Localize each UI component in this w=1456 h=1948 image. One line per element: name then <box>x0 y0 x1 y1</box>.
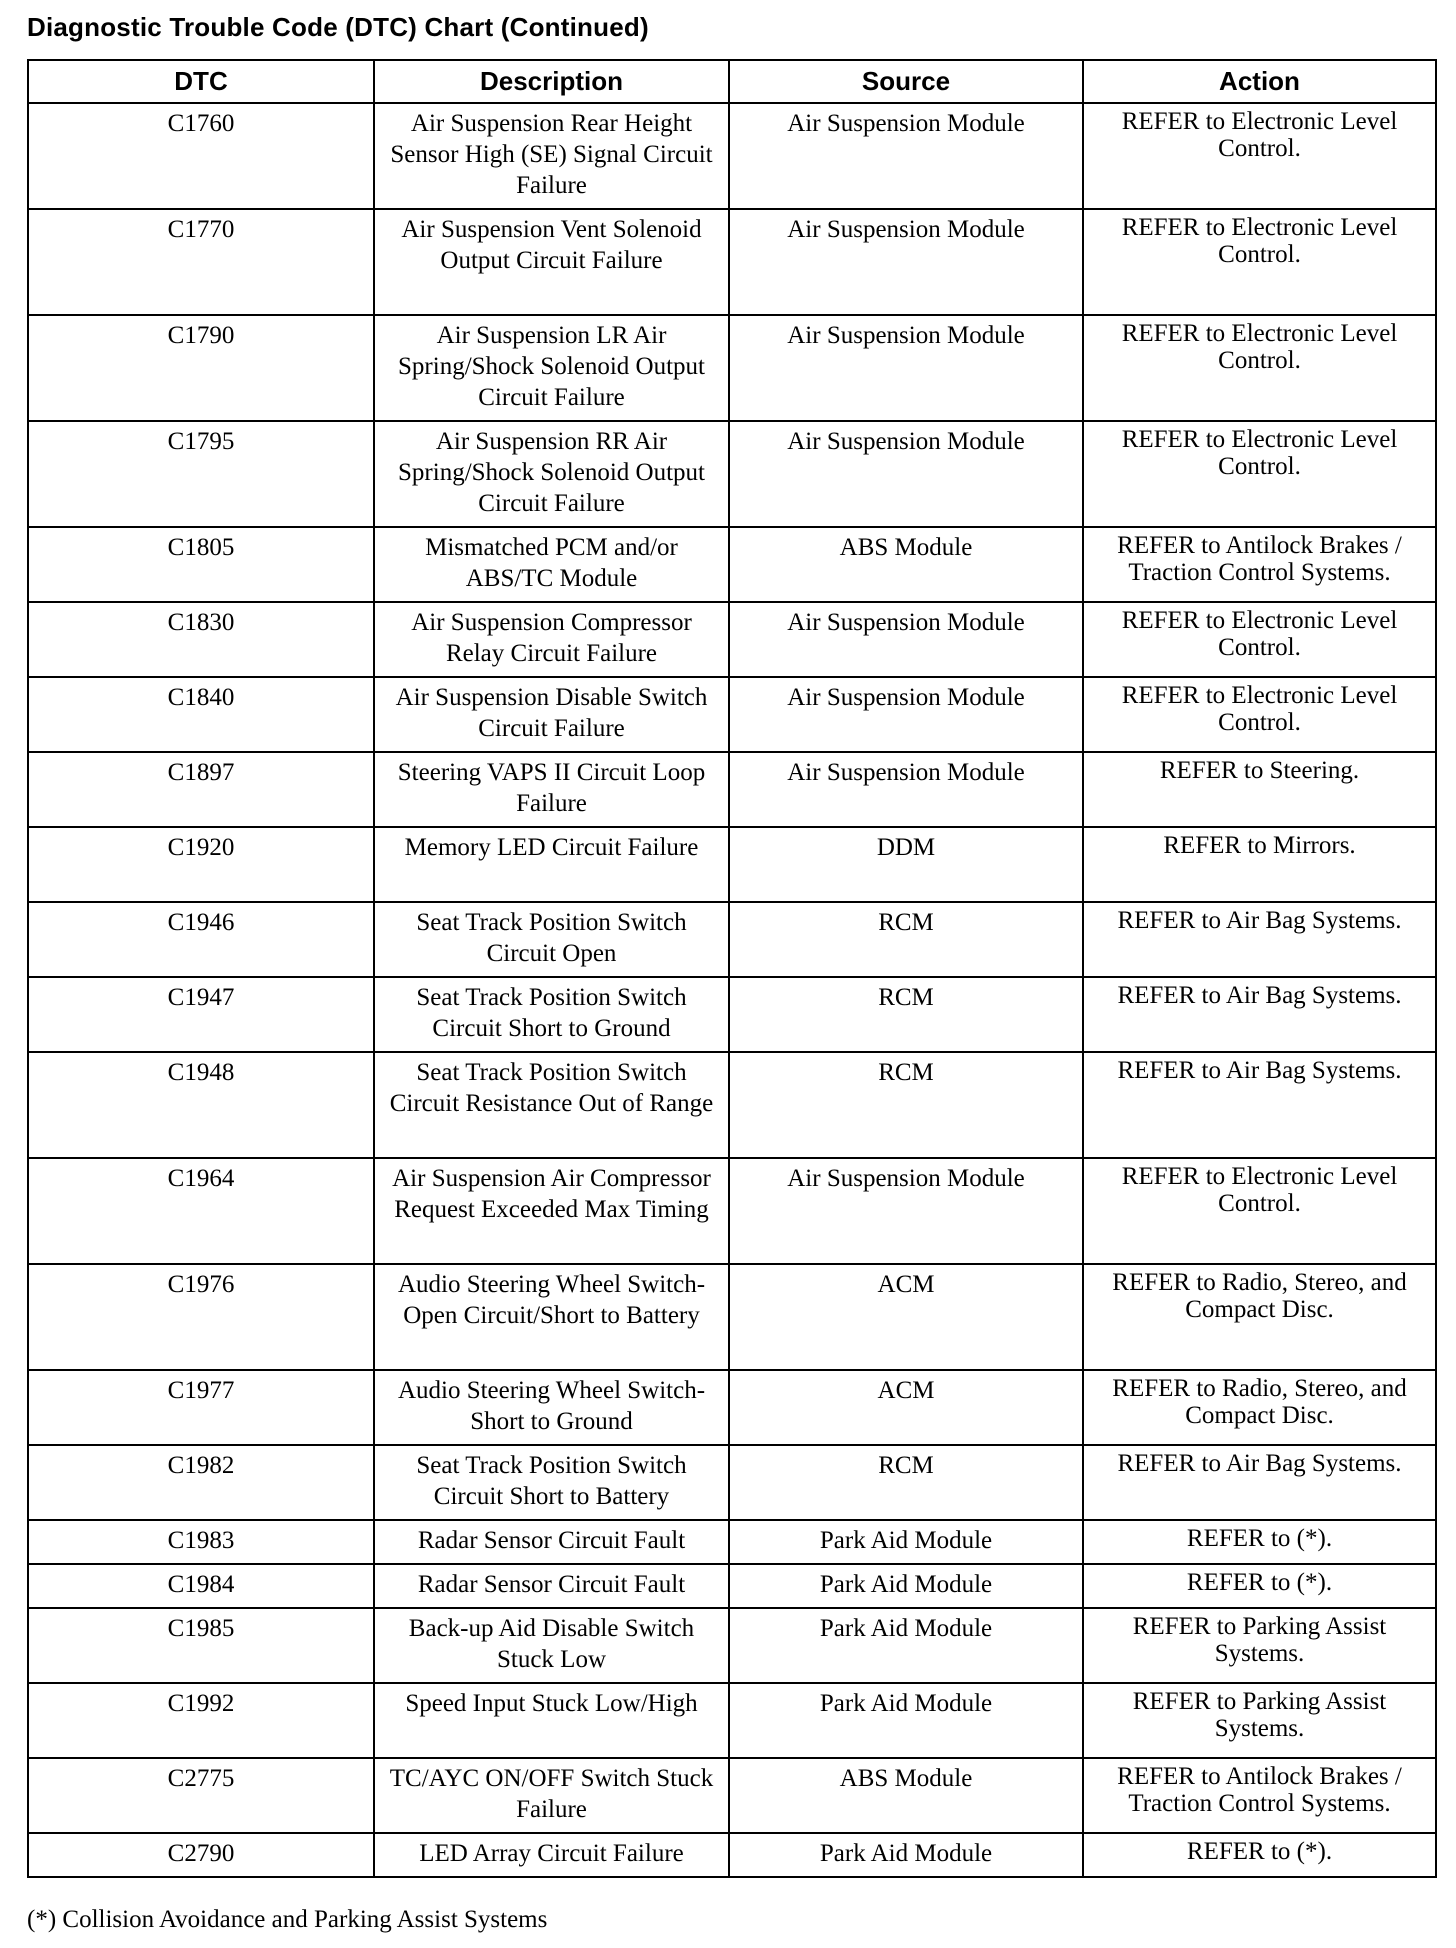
column-header-action: Action <box>1083 60 1436 103</box>
dtc-code: C1830 <box>28 602 374 677</box>
dtc-description: Back-up Aid Disable Switch Stuck Low <box>374 1608 729 1683</box>
dtc-code: C1985 <box>28 1608 374 1683</box>
dtc-table <box>27 59 1437 1878</box>
dtc-source: DDM <box>729 827 1083 902</box>
dtc-action: REFER to Parking Assist Systems. <box>1083 1683 1436 1758</box>
dtc-source: Park Aid Module <box>729 1564 1083 1608</box>
dtc-action: REFER to Electronic Level Control. <box>1083 103 1436 209</box>
table-row <box>28 827 1436 902</box>
dtc-code: C1795 <box>28 421 374 527</box>
dtc-source: Park Aid Module <box>729 1833 1083 1877</box>
dtc-code: C1946 <box>28 902 374 977</box>
dtc-action: REFER to Electronic Level Control. <box>1083 209 1436 315</box>
dtc-action: REFER to Air Bag Systems. <box>1083 977 1436 1052</box>
dtc-action: REFER to Air Bag Systems. <box>1083 902 1436 977</box>
dtc-source: Park Aid Module <box>729 1608 1083 1683</box>
dtc-source: ACM <box>729 1370 1083 1445</box>
table-row <box>28 602 1436 677</box>
dtc-description: Air Suspension Air Compressor Request Exceeded Max Timing <box>374 1158 729 1264</box>
dtc-source: Air Suspension Module <box>729 602 1083 677</box>
dtc-action: REFER to Air Bag Systems. <box>1083 1052 1436 1158</box>
dtc-description: Seat Track Position Switch Circuit Resistance Out of Range <box>374 1052 729 1158</box>
table-row <box>28 677 1436 752</box>
column-header-dtc: DTC <box>28 60 374 103</box>
dtc-description: Audio Steering Wheel Switch-Short to Ground <box>374 1370 729 1445</box>
dtc-code: C2775 <box>28 1758 374 1833</box>
dtc-description: Seat Track Position Switch Circuit Open <box>374 902 729 977</box>
dtc-code: C1977 <box>28 1370 374 1445</box>
footnote: (*) Collision Avoidance and Parking Assist Systems <box>27 1906 548 1933</box>
dtc-code: C1840 <box>28 677 374 752</box>
table-row <box>28 209 1436 315</box>
dtc-action: REFER to Parking Assist Systems. <box>1083 1608 1436 1683</box>
dtc-description: Radar Sensor Circuit Fault <box>374 1564 729 1608</box>
dtc-description: Air Suspension LR Air Spring/Shock Solenoid Output Circuit Failure <box>374 315 729 421</box>
table-row <box>28 315 1436 421</box>
dtc-code: C1982 <box>28 1445 374 1520</box>
dtc-action: REFER to Radio, Stereo, and Compact Disc. <box>1083 1264 1436 1370</box>
dtc-code: C1770 <box>28 209 374 315</box>
dtc-source: Air Suspension Module <box>729 1158 1083 1264</box>
dtc-source: Air Suspension Module <box>729 421 1083 527</box>
table-row <box>28 1683 1436 1758</box>
dtc-action: REFER to Antilock Brakes / Traction Control Systems. <box>1083 1758 1436 1833</box>
dtc-description: LED Array Circuit Failure <box>374 1833 729 1877</box>
table-row <box>28 1608 1436 1683</box>
dtc-description: Air Suspension Vent Solenoid Output Circuit Failure <box>374 209 729 315</box>
dtc-code: C2790 <box>28 1833 374 1877</box>
dtc-code: C1760 <box>28 103 374 209</box>
table-row <box>28 103 1436 209</box>
dtc-description: TC/AYC ON/OFF Switch Stuck Failure <box>374 1758 729 1833</box>
dtc-code: C1983 <box>28 1520 374 1564</box>
dtc-source: Park Aid Module <box>729 1520 1083 1564</box>
dtc-description: Memory LED Circuit Failure <box>374 827 729 902</box>
column-header-source: Source <box>729 60 1083 103</box>
table-row <box>28 752 1436 827</box>
table-row <box>28 1520 1436 1564</box>
table-row <box>28 1158 1436 1264</box>
dtc-description: Air Suspension Disable Switch Circuit Failure <box>374 677 729 752</box>
dtc-source: Park Aid Module <box>729 1683 1083 1758</box>
dtc-source: RCM <box>729 977 1083 1052</box>
dtc-code: C1920 <box>28 827 374 902</box>
table-row <box>28 1445 1436 1520</box>
dtc-description: Audio Steering Wheel Switch-Open Circuit/Short to Battery <box>374 1264 729 1370</box>
table-row <box>28 902 1436 977</box>
dtc-action: REFER to Air Bag Systems. <box>1083 1445 1436 1520</box>
dtc-source: ACM <box>729 1264 1083 1370</box>
table-row <box>28 1052 1436 1158</box>
dtc-code: C1805 <box>28 527 374 602</box>
column-header-description: Description <box>374 60 729 103</box>
dtc-source: RCM <box>729 1052 1083 1158</box>
dtc-source: Air Suspension Module <box>729 209 1083 315</box>
dtc-source: RCM <box>729 902 1083 977</box>
dtc-action: REFER to Mirrors. <box>1083 827 1436 902</box>
dtc-source: Air Suspension Module <box>729 677 1083 752</box>
dtc-source: RCM <box>729 1445 1083 1520</box>
dtc-description: Mismatched PCM and/or ABS/TC Module <box>374 527 729 602</box>
dtc-description: Air Suspension Compressor Relay Circuit Failure <box>374 602 729 677</box>
table-row <box>28 1264 1436 1370</box>
dtc-code: C1984 <box>28 1564 374 1608</box>
dtc-code: C1947 <box>28 977 374 1052</box>
dtc-description: Air Suspension Rear Height Sensor High (SE) Signal Circuit Failure <box>374 103 729 209</box>
dtc-action: REFER to (*). <box>1083 1833 1436 1877</box>
dtc-action: REFER to Electronic Level Control. <box>1083 421 1436 527</box>
dtc-action: REFER to Radio, Stereo, and Compact Disc. <box>1083 1370 1436 1445</box>
dtc-action: REFER to Electronic Level Control. <box>1083 602 1436 677</box>
dtc-description: Seat Track Position Switch Circuit Short to Ground <box>374 977 729 1052</box>
dtc-description: Air Suspension RR Air Spring/Shock Solenoid Output Circuit Failure <box>374 421 729 527</box>
dtc-code: C1992 <box>28 1683 374 1758</box>
dtc-action: REFER to (*). <box>1083 1520 1436 1564</box>
dtc-action: REFER to Electronic Level Control. <box>1083 1158 1436 1264</box>
dtc-source: Air Suspension Module <box>729 315 1083 421</box>
dtc-source: Air Suspension Module <box>729 103 1083 209</box>
dtc-source: Air Suspension Module <box>729 752 1083 827</box>
dtc-code: C1897 <box>28 752 374 827</box>
table-row <box>28 527 1436 602</box>
table-header-row <box>28 60 1436 103</box>
page-title: Diagnostic Trouble Code (DTC) Chart (Continued) <box>27 12 649 42</box>
dtc-action: REFER to Antilock Brakes / Traction Control Systems. <box>1083 527 1436 602</box>
dtc-action: REFER to (*). <box>1083 1564 1436 1608</box>
dtc-description: Radar Sensor Circuit Fault <box>374 1520 729 1564</box>
dtc-action: REFER to Electronic Level Control. <box>1083 315 1436 421</box>
dtc-description: Seat Track Position Switch Circuit Short to Battery <box>374 1445 729 1520</box>
table-row <box>28 1564 1436 1608</box>
table-row <box>28 1758 1436 1833</box>
dtc-source: ABS Module <box>729 1758 1083 1833</box>
dtc-code: C1948 <box>28 1052 374 1158</box>
dtc-source: ABS Module <box>729 527 1083 602</box>
dtc-action: REFER to Electronic Level Control. <box>1083 677 1436 752</box>
dtc-action: REFER to Steering. <box>1083 752 1436 827</box>
table-row <box>28 421 1436 527</box>
dtc-description: Steering VAPS II Circuit Loop Failure <box>374 752 729 827</box>
table-row <box>28 1833 1436 1877</box>
dtc-description: Speed Input Stuck Low/High <box>374 1683 729 1758</box>
table-row <box>28 1370 1436 1445</box>
table-row <box>28 977 1436 1052</box>
dtc-code: C1790 <box>28 315 374 421</box>
dtc-code: C1976 <box>28 1264 374 1370</box>
dtc-code: C1964 <box>28 1158 374 1264</box>
